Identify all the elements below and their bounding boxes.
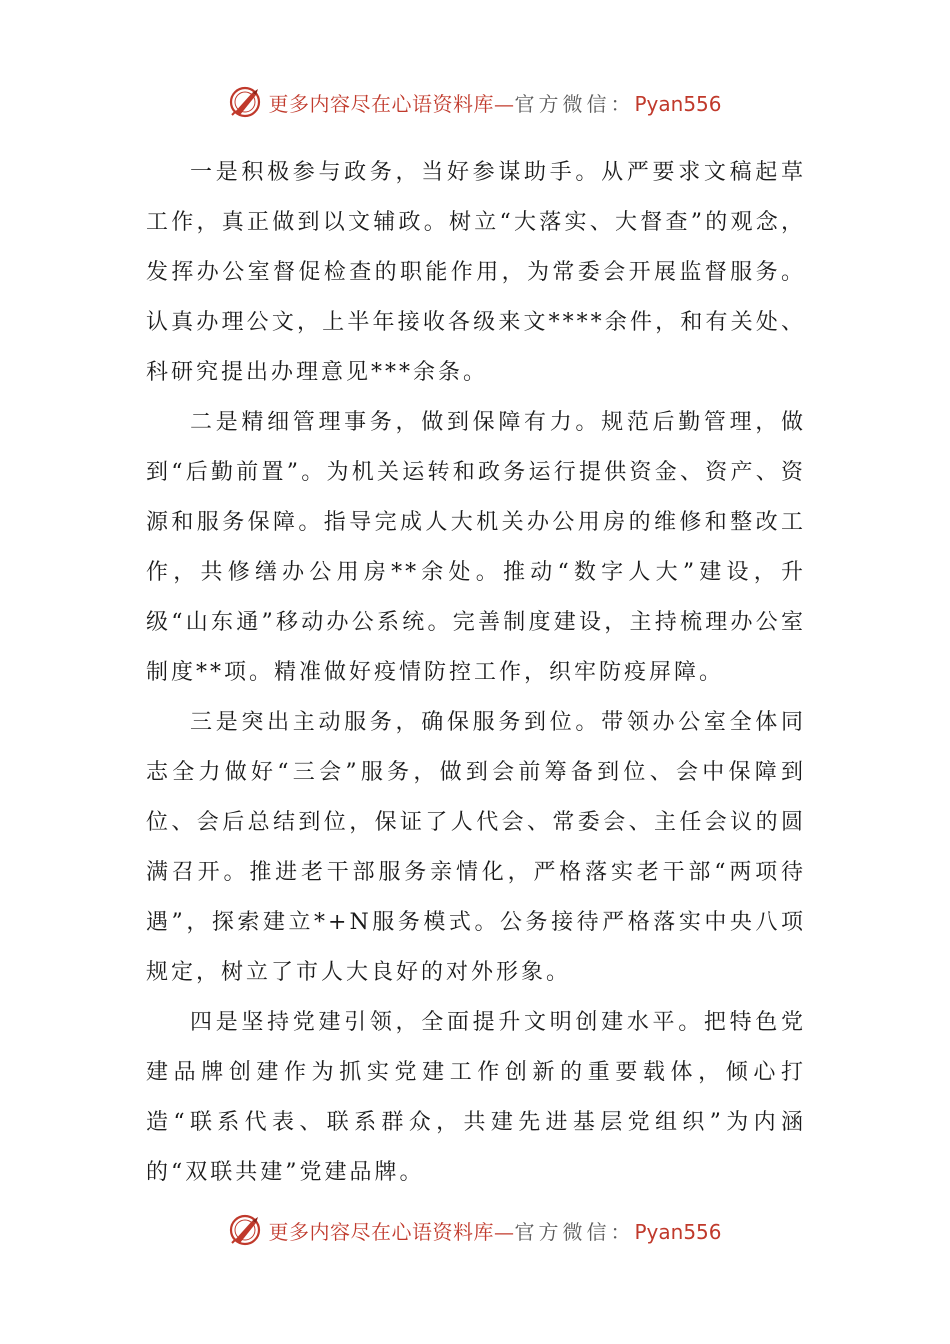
- pen-logo-icon: [228, 85, 262, 119]
- banner-title: 更多内容尽在心语资料库: [268, 91, 494, 116]
- banner-inner: [228, 1213, 721, 1247]
- paragraph-1: 一是积极参与政务，当好参谋助手。从严要求文稿起草工作，真正做到以文辅政。树立“大落实、大督查”的观念，发挥办公室督促检查的职能作用，为常委会开展监督服务。认真办理公文，上半年接收各级来文****余件，和有关处、科研究提出办理意见***余条。: [146, 160, 806, 385]
- banner-text: [268, 1216, 721, 1245]
- header-banner: [0, 80, 950, 124]
- banner-label: 官方微信：: [514, 91, 635, 116]
- paragraph-4: 四是坚持党建引领，全面提升文明创建水平。把特色党建品牌创建作为抓实党建工作创新的重要载体，倾心打造“联系代表、联系群众，共建先进基层党组织”为内涵的“双联共建”党建品牌。: [146, 1010, 806, 1185]
- banner-inner: [228, 85, 721, 119]
- banner-separator: —: [493, 91, 515, 116]
- pen-logo-icon: [228, 1213, 262, 1247]
- banner-title: 更多内容尽在心语资料库: [268, 1219, 494, 1244]
- banner-text: [268, 88, 721, 117]
- banner-wechat-id: Pyan556: [634, 91, 722, 116]
- footer-banner: [0, 1208, 950, 1252]
- document-body: [146, 148, 806, 1198]
- banner-separator: —: [493, 1219, 515, 1244]
- banner-wechat-id: Pyan556: [634, 1219, 722, 1244]
- banner-label: 官方微信：: [514, 1219, 635, 1244]
- paragraph-3: 三是突出主动服务，确保服务到位。带领办公室全体同志全力做好“三会”服务，做到会前筹备到位、会中保障到位、会后总结到位，保证了人代会、常委会、主任会议的圆满召开。推进老干部服务亲情化，严格落实老干部“两项待遇”，探索建立*+N服务模式。公务接待严格落实中央八项规定，树立了市人大良好的对外形象。: [146, 710, 806, 985]
- paragraph-2: 二是精细管理事务，做到保障有力。规范后勤管理，做到“后勤前置”。为机关运转和政务运行提供资金、资产、资源和服务保障。指导完成人大机关办公用房的维修和整改工作，共修缮办公用房**余处。推动“数字人大”建设，升级“山东通”移动办公系统。完善制度建设，主持梳理办公室制度**项。精准做好疫情防控工作，织牢防疫屏障。: [146, 410, 806, 685]
